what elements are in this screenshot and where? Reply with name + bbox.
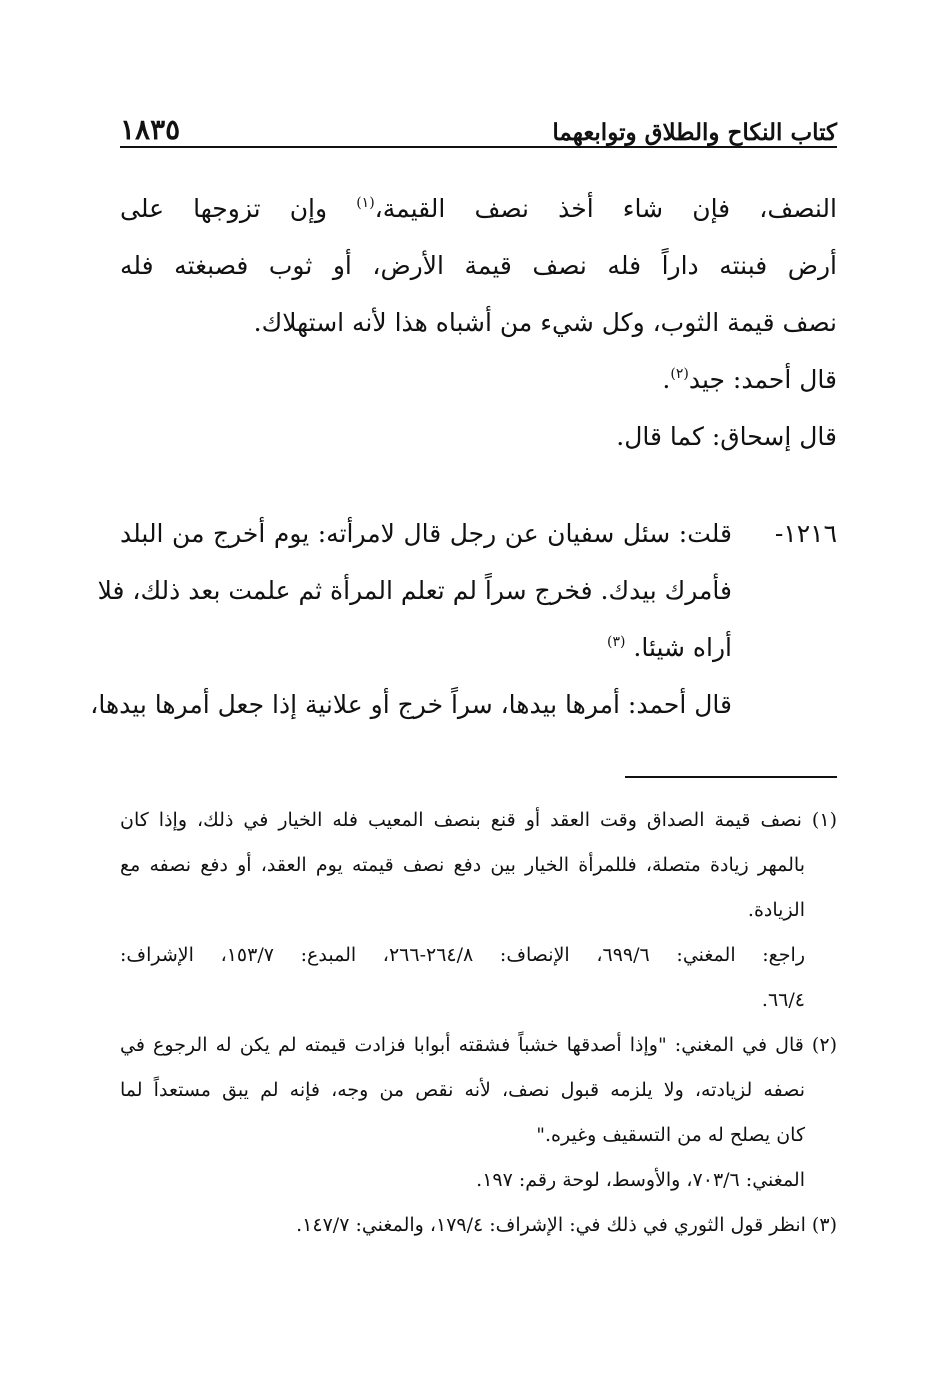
text-line: أرض فبنته داراً فله نصف قيمة الأرض، أو ثوب فصبغته فله [120,251,837,280]
text-line: قلت: سئل سفيان عن رجل قال لامرأته: يوم أخرج من البلد [120,519,732,548]
page-header [120,102,837,146]
ahmad-statement: قال أحمد: جيد$^{(٢)}$. [662,365,837,394]
footnote-ref-3[interactable]: (٣) [606,634,626,650]
footnotes [120,798,837,1248]
footnote-divider [625,776,837,778]
footnote-1: (١) نصف قيمة الصداق وقت العقد أو قنع بنصف المعيب فله الخيار في ذلك، وإذا كان بالمهر زيادة متصلة، فللمرأة الخيار بين دفع نصف قيمته يوم العقد، أو دفع نصفه مع الزيادة. راجع: المغني: ٦٩٩/٦، الإنصاف: ٢٦٤/٨-٢٦٦، المبدع: ١٥٣/٧، الإشراف: ٦٦/٤. [120,809,837,1011]
main-text [90,180,837,733]
footnote-3: (٣) انظر قول الثوري في ذلك في: الإشراف: ١٧٩/٤، والمغني: ١٤٧/٧. [296,1214,837,1236]
footnote-2: (٢) قال في المغني: "وإذا أصدقها خشباً فشقته أبوابا فزادت قيمته لم يكن له الرجوع في نصفه لزيادته، ولا يلزمه قبول نصف، لأنه نقص من وجه، فإنه لم يبق مستعداً لما كان يصلح له من التسقيف وغيره." المغني: ٧٠٣/٦، والأوسط، لوحة رقم: ١٩٧. [120,1034,837,1191]
page-number: ١٨٣٥ [120,113,181,146]
entry-number: ١٢١٦- [774,519,837,548]
ishaq-statement: قال إسحاق: كما قال. [616,422,837,451]
footnote-ref-1[interactable]: (١) [356,195,375,211]
running-title: كتاب النكاح والطلاق وتوابعهما [552,119,837,146]
entry-1216 [90,505,837,733]
text-line: أراه شيئا. $^{(٣)}$ [606,633,732,662]
text-line: فأمرك بيدك. فخرج سراً لم تعلم المرأة ثم علمت بعد ذلك، فلا [97,576,732,605]
footnote-ref-2[interactable]: (٢) [670,366,689,382]
header-divider [120,146,837,148]
text-line: نصف قيمة الثوب، وكل شيء من أشباه هذا لأنه استهلاك. [253,308,837,337]
paragraph-continuation [120,180,837,465]
text-line: النصف، فإن شاء أخذ نصف القيمة،$^{(١)}$ وإن تزوجها على [120,194,837,223]
ahmad-answer: قال أحمد: أمرها بيدها، سراً خرج أو علانية إذا جعل أمرها بيدها، [90,690,732,719]
